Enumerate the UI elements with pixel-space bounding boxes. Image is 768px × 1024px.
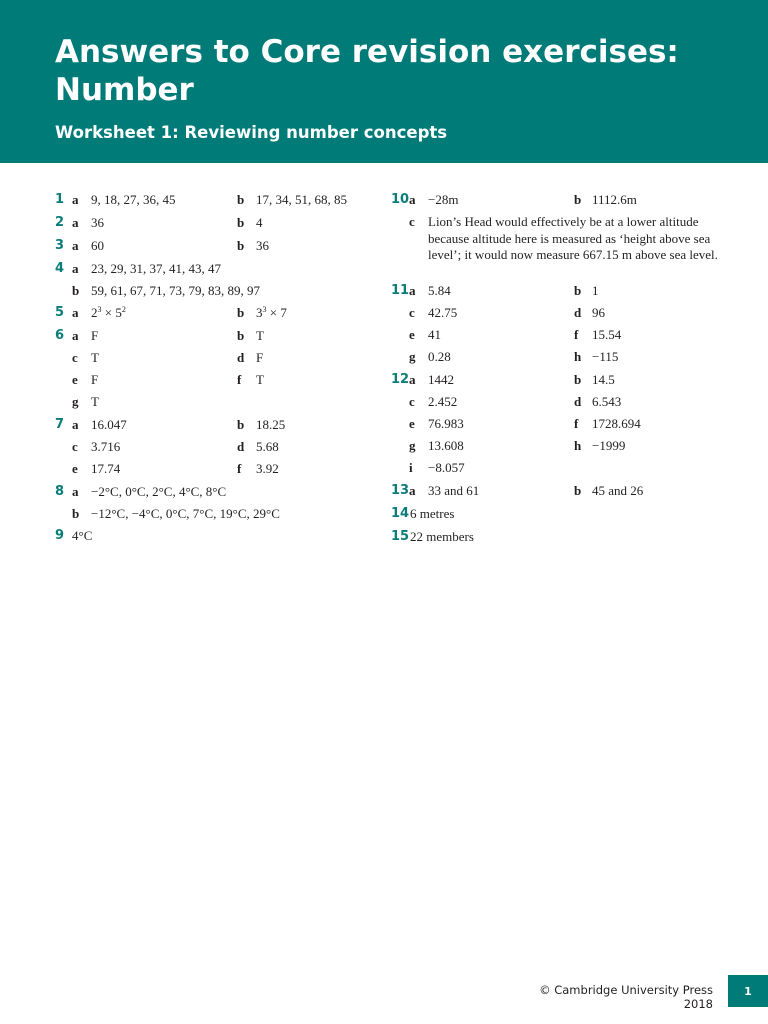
part-label: a <box>72 417 79 432</box>
part-label: b <box>237 215 245 230</box>
answer-value: 60 <box>91 238 104 253</box>
part-label: i <box>409 460 413 475</box>
answer-value: 17.74 <box>91 461 121 476</box>
part-label: f <box>237 372 242 387</box>
question-number: 14 <box>391 506 410 521</box>
answer-value: 22 members <box>410 529 474 544</box>
answer-value: −2°C, 0°C, 2°C, 4°C, 8°C <box>91 484 227 499</box>
answer-value: −12°C, −4°C, 0°C, 7°C, 19°C, 29°C <box>91 506 280 521</box>
question-number: 3 <box>55 238 65 253</box>
answer-1 <box>0 191 380 214</box>
answer-12-gh <box>380 437 768 459</box>
answer-value: 36 <box>91 215 104 230</box>
part-label: a <box>72 192 79 207</box>
question-number: 1 <box>55 192 65 207</box>
answer-7 <box>0 416 380 438</box>
answer-value: 14.5 <box>592 372 615 387</box>
part-label: b <box>574 283 582 298</box>
answer-12-cd <box>380 393 768 415</box>
answer-12-ef <box>380 415 768 437</box>
question-number: 13 <box>391 483 410 498</box>
answer-value: 16.047 <box>91 417 127 432</box>
part-label: h <box>574 349 582 364</box>
answer-value: T <box>91 350 99 365</box>
part-label: c <box>72 439 78 454</box>
answer-value: 96 <box>592 305 605 320</box>
part-label: a <box>72 261 79 276</box>
answer-9 <box>0 527 380 550</box>
answer-6-ef <box>0 371 380 393</box>
answer-value: 45 and 26 <box>592 483 644 498</box>
part-label: b <box>72 283 80 298</box>
answer-4 <box>0 260 380 282</box>
answer-value: 3.716 <box>91 439 121 454</box>
answer-5 <box>0 304 380 327</box>
answer-value: −8.057 <box>428 460 465 475</box>
answer-value: 13.608 <box>428 438 464 453</box>
part-label: b <box>574 483 582 498</box>
part-label: b <box>574 192 582 207</box>
answer-value: 2.452 <box>428 394 458 409</box>
part-label: g <box>409 349 416 364</box>
answer-15 <box>380 528 768 551</box>
part-label: a <box>409 483 416 498</box>
answer-value: 0.28 <box>428 349 451 364</box>
answer-value: 59, 61, 67, 71, 73, 79, 83, 89, 97 <box>91 283 260 298</box>
answer-3 <box>0 237 380 260</box>
answer-12-i <box>380 459 768 482</box>
answers-left-column <box>0 191 380 550</box>
answer-value: F <box>256 350 264 365</box>
part-label: b <box>237 238 245 253</box>
answer-value: T <box>256 372 264 387</box>
answer-13 <box>380 482 768 505</box>
part-label: c <box>409 305 415 320</box>
answer-8 <box>0 483 380 505</box>
part-label: b <box>72 506 80 521</box>
part-label: b <box>237 305 245 320</box>
part-label: d <box>574 394 582 409</box>
part-label: a <box>409 372 416 387</box>
page-header <box>0 0 768 163</box>
answer-value: 6.543 <box>592 394 622 409</box>
answer-value: 23, 29, 31, 37, 41, 43, 47 <box>91 261 221 276</box>
answer-value: T <box>256 328 264 343</box>
answer-value: −1999 <box>592 438 626 453</box>
answer-value: 1728.694 <box>592 416 641 431</box>
part-label: h <box>574 438 582 453</box>
answer-value: 6 metres <box>410 506 455 521</box>
answers-right-column <box>380 191 768 551</box>
answer-10 <box>380 191 768 213</box>
answer-value: 1 <box>592 283 599 298</box>
answer-12 <box>380 371 768 393</box>
answer-value: T <box>91 394 99 409</box>
part-label: f <box>574 416 579 431</box>
part-label: b <box>237 328 245 343</box>
answer-value: 4 <box>256 215 263 230</box>
part-label: c <box>409 394 415 409</box>
part-label: g <box>409 438 416 453</box>
part-label: b <box>574 372 582 387</box>
answer-value: −28m <box>428 192 459 207</box>
part-label: b <box>237 192 245 207</box>
question-number: 10 <box>391 192 410 207</box>
question-number: 6 <box>55 328 65 343</box>
answer-6 <box>0 327 380 349</box>
part-label: f <box>574 327 579 342</box>
worksheet-subtitle: Worksheet 1: Reviewing number concepts <box>55 123 448 142</box>
question-number: 7 <box>55 417 65 432</box>
answer-2 <box>0 214 380 237</box>
answer-value: 5.68 <box>256 439 279 454</box>
answer-value: $2^3 \times 5^2$ <box>91 305 126 320</box>
part-label: a <box>72 238 79 253</box>
answer-value: 1442 <box>428 372 454 387</box>
part-label: f <box>237 461 242 476</box>
answer-value: Lion’s Head would effectively be at a lower altitude because altitude here is measured as ‘height above sea level’; it would now measure 667.15 m above sea level. <box>428 214 718 262</box>
part-label: a <box>409 192 416 207</box>
part-label: d <box>237 439 245 454</box>
answer-value: 9, 18, 27, 36, 45 <box>91 192 176 207</box>
answer-value: 3.92 <box>256 461 279 476</box>
answer-value: 36 <box>256 238 269 253</box>
question-number: 5 <box>55 305 65 320</box>
part-label: a <box>72 328 79 343</box>
answer-value: 42.75 <box>428 305 458 320</box>
answer-11-ef <box>380 326 768 348</box>
question-number: 11 <box>391 283 410 298</box>
part-label: e <box>409 416 415 431</box>
page-number: 1 <box>728 975 768 1007</box>
answer-11-cd <box>380 304 768 326</box>
part-label: e <box>72 372 78 387</box>
answer-8b <box>0 505 380 527</box>
part-label: b <box>237 417 245 432</box>
answer-value: −115 <box>592 349 619 364</box>
answer-value: 76.983 <box>428 416 464 431</box>
part-label: a <box>72 484 79 499</box>
answer-7-cd <box>0 438 380 460</box>
part-label: a <box>72 215 79 230</box>
question-number: 12 <box>391 372 410 387</box>
part-label: g <box>72 394 79 409</box>
part-label: e <box>72 461 78 476</box>
answer-6-g <box>0 393 380 416</box>
answer-value: F <box>91 372 99 387</box>
answer-value: F <box>91 328 99 343</box>
part-label: e <box>409 327 415 342</box>
question-number: 2 <box>55 215 65 230</box>
question-number: 8 <box>55 484 65 499</box>
question-number: 4 <box>55 261 65 276</box>
answer-value: 17, 34, 51, 68, 85 <box>256 192 347 207</box>
part-label: c <box>409 214 415 229</box>
answer-value: 15.54 <box>592 327 622 342</box>
part-label: a <box>72 305 79 320</box>
copyright-notice: © Cambridge University Press 2018 <box>539 983 713 1011</box>
answer-14 <box>380 505 768 528</box>
answer-7-ef <box>0 460 380 483</box>
answer-11 <box>380 282 768 304</box>
part-label: d <box>574 305 582 320</box>
answer-value: 1112.6m <box>592 192 637 207</box>
part-label: d <box>237 350 245 365</box>
answer-value: 33 and 61 <box>428 483 480 498</box>
answer-value: $3^3 \times 7$ <box>256 305 287 320</box>
answer-11-gh <box>380 348 768 371</box>
answer-4b <box>0 282 380 304</box>
answer-10c <box>380 213 768 282</box>
part-label: c <box>72 350 78 365</box>
answer-value: 5.84 <box>428 283 451 298</box>
answer-value: 18.25 <box>256 417 286 432</box>
page-title: Answers to Core revision exercises: Number <box>55 34 679 108</box>
part-label: a <box>409 283 416 298</box>
answer-6-cd <box>0 349 380 371</box>
answer-value: 4°C <box>72 528 93 543</box>
question-number: 9 <box>55 528 65 543</box>
question-number: 15 <box>391 529 410 544</box>
answer-value: 41 <box>428 327 441 342</box>
